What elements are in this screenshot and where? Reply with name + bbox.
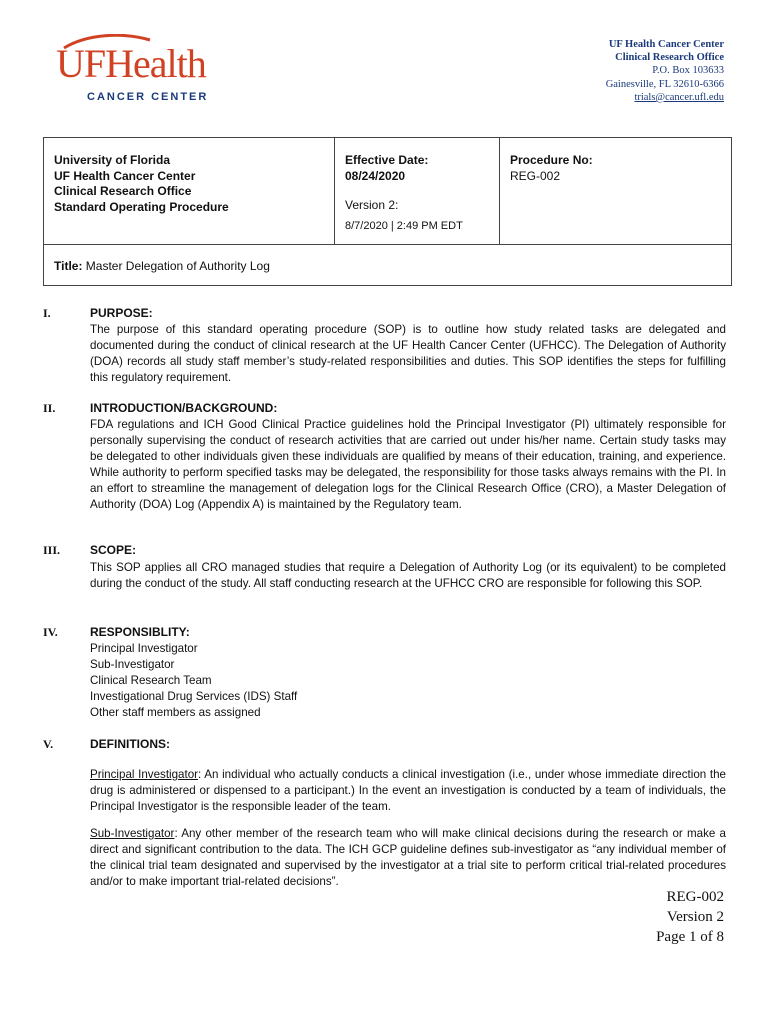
- section-body-purpose: The purpose of this standard operating procedure (SOP) is to outline how study related tasks are delegated and documented during the conduct of clinical research at the UF Health Cancer Center (UFHCC). The Delegation of Authority (DOA) records all study staff member’s study-related responsibilities and duties. This SOP identifies the steps for fulfilling this regulatory requirement.: [90, 323, 726, 384]
- definition-principal-investigator: [90, 767, 726, 815]
- section-number-2: II.: [43, 401, 56, 415]
- section-heading-responsibility: RESPONSIBLITY:: [90, 625, 190, 639]
- section-number-3: III.: [43, 543, 61, 557]
- section-heading-purpose: PURPOSE:: [90, 306, 153, 320]
- procedure-label: Procedure No:: [510, 153, 593, 167]
- definition-term: Sub-Investigator: [90, 827, 175, 840]
- section-body-introduction: FDA regulations and ICH Good Clinical Practice guidelines hold the Principal Investigator (PI) ultimately responsible for personally supervising the conduct of research activities that are carried out under his/her name. Certain study tasks may be delegated to other individuals given these individuals are qualified by means of their education, training, and experience. While authority to perform specified tasks may be delegated, the responsibility for those tasks always remains with the PI. In an effort to streamline the management of delegation logs for the Clinical Research Office (CRO), a Master Delegation of Authority (DOA) Log (Appendix A) is maintained by the Regulatory team.: [90, 418, 726, 511]
- address-city: Gainesville, FL 32610-6366: [605, 78, 724, 90]
- definition-text: : An individual who actually conducts a clinical investigation (i.e., under whose immediate direction the drug is administered or dispensed to a participant.) In the event an investigation is conducted by a team of individuals, the Principal Investigator is the responsible leader of the team.: [90, 768, 726, 813]
- address-email-link[interactable]: trials@cancer.ufl.edu: [634, 91, 724, 103]
- title-label: Title:: [54, 259, 83, 273]
- org-cell: [44, 138, 335, 245]
- org-doc-type: Standard Operating Procedure: [54, 199, 229, 214]
- title-cell: [44, 245, 732, 286]
- effective-date-value: 08/24/2020: [345, 168, 406, 183]
- list-item: Investigational Drug Services (IDS) Staff: [90, 690, 298, 703]
- list-item: Sub-Investigator: [90, 658, 175, 671]
- address-block: [606, 38, 724, 104]
- org-center: UF Health Cancer Center: [54, 168, 196, 183]
- definition-text: : Any other member of the research team who will make clinical decisions during the research or make a direct and significant contribution to the data. The ICH GCP guideline defines sub-investigator as “any individual member of the clinical trial team designated and supervised by the investigator at a trial site to perform critical trial-related procedures and/or to make important trial-related decisions”.: [90, 827, 726, 888]
- logo-wordmark: UFHealth: [56, 41, 206, 86]
- section-heading-introduction: INTRODUCTION/BACKGROUND:: [90, 401, 278, 415]
- section-body-scope: This SOP applies all CRO managed studies that require a Delegation of Authority Log (or its equivalent) to be completed during the conduct of the study. All staff conducting research at the UFHCC CRO are responsible for following this SOP.: [90, 561, 726, 590]
- section-heading-scope: SCOPE:: [90, 543, 137, 557]
- version-date: 8/7/2020 | 2:49 PM EDT: [345, 219, 463, 232]
- org-office: Clinical Research Office: [54, 184, 192, 199]
- footer-doc-number: REG-002: [666, 889, 724, 905]
- list-item: Clinical Research Team: [90, 674, 212, 687]
- section-heading-definitions: DEFINITIONS:: [90, 737, 170, 751]
- address-pobox: P.O. Box 103633: [652, 65, 724, 77]
- logo-subtitle: CANCER CENTER: [87, 91, 209, 103]
- uf-health-logo: [56, 34, 256, 108]
- effective-date-label: Effective Date:: [345, 153, 429, 167]
- version-label: Version 2:: [345, 198, 399, 213]
- title-value: Master Delegation of Authority Log: [85, 259, 270, 273]
- procedure-number: REG-002: [510, 168, 561, 183]
- address-office: Clinical Research Office: [615, 52, 724, 64]
- definition-sub-investigator: [90, 826, 726, 890]
- section-number-1: I.: [43, 306, 51, 320]
- address-org: UF Health Cancer Center: [608, 39, 724, 50]
- effective-date-cell: [335, 138, 500, 245]
- definition-term: Principal Investigator: [90, 768, 199, 781]
- section-number-5: V.: [43, 737, 54, 751]
- footer-version: Version 2: [666, 909, 724, 925]
- list-item: Principal Investigator: [90, 642, 198, 655]
- section-number-4: IV.: [43, 625, 58, 639]
- footer-page-number: Page 1 of 8: [656, 929, 724, 945]
- org-university: University of Florida: [54, 153, 171, 167]
- page-footer: [656, 887, 724, 947]
- responsibility-list: [90, 641, 726, 721]
- procedure-cell: [500, 138, 732, 245]
- sop-header-table: [43, 137, 732, 286]
- list-item: Other staff members as assigned: [90, 706, 261, 719]
